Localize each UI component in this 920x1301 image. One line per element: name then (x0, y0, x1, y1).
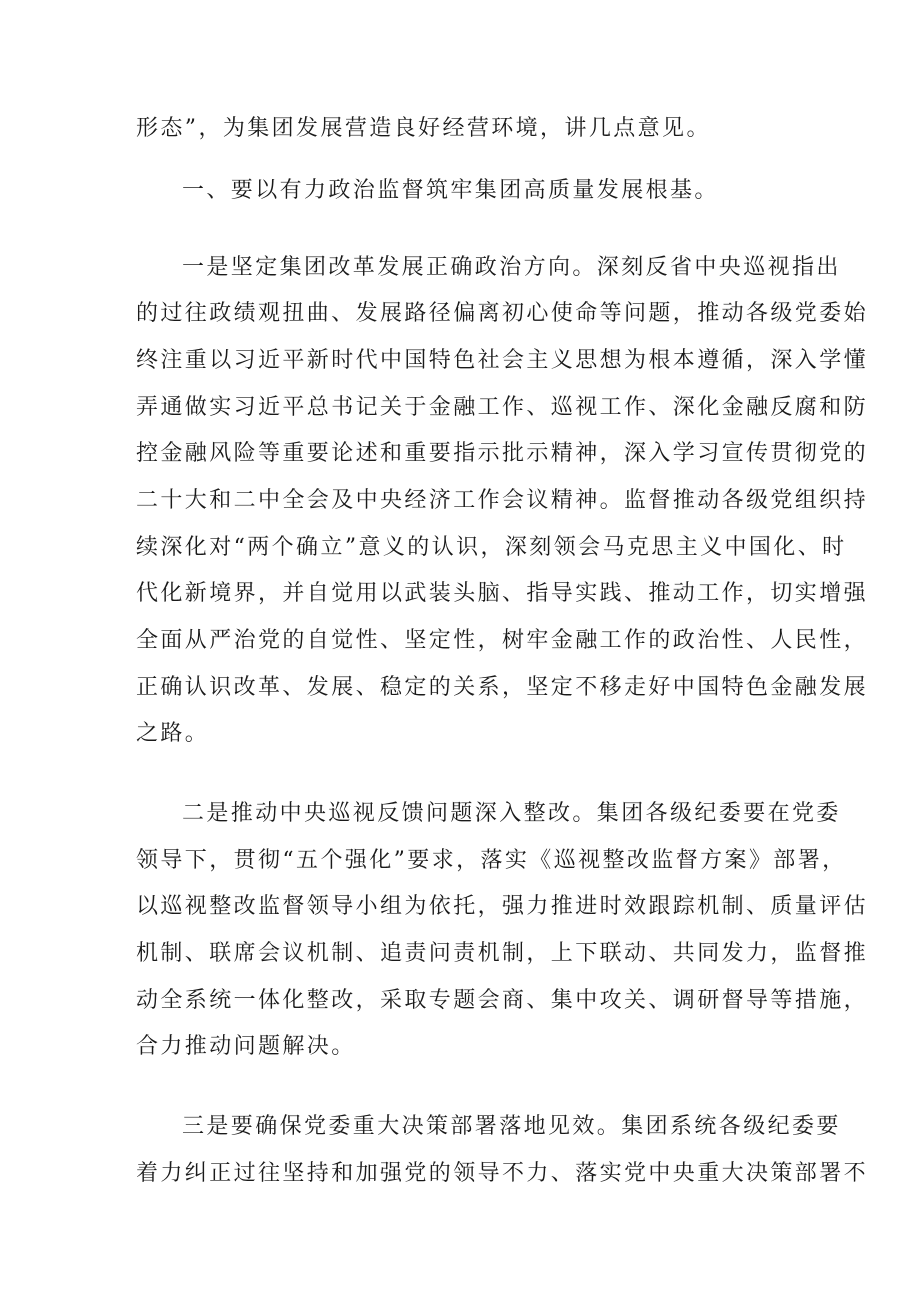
paragraph-2-line-5: 动全系统一体化整改，采取专题会商、集中攻关、调研督导等措施， (136, 988, 869, 1013)
paragraph-1-line-7: 续深化对“两个确立”意义的认识，深刻领会马克思主义中国化、时 (136, 535, 847, 560)
paragraph-1-line-9: 全面从严治党的自觉性、坚定性，树牢金融工作的政治性、人民性， (136, 628, 869, 653)
paragraph-2-line-3: 以巡视整改监督领导小组为依托，强力推进时效跟踪机制、质量评估 (136, 894, 869, 919)
paragraph-3-line-1: 三是要确保党委重大决策部署落地见效。集团系统各级纪委要 (182, 1114, 841, 1139)
paragraph-1-line-1: 一是坚定集团改革发展正确政治方向。深刻反省中央巡视指出 (182, 255, 841, 280)
paragraph-1-line-5: 控金融风险等重要论述和重要指示批示精神，深入学习宣传贯彻党的 (136, 441, 869, 466)
paragraph-1-line-11: 之路。 (136, 721, 210, 746)
paragraph-continuation-line: 形态”，为集团发展营造良好经营环境，讲几点意见。 (136, 116, 711, 141)
paragraph-1-line-3: 终注重以习近平新时代中国特色社会主义思想为根本遵循，深入学懂 (136, 348, 869, 373)
section-heading: 一、要以有力政治监督筑牢集团高质量发展根基。 (182, 178, 719, 203)
paragraph-1-line-10: 正确认识改革、发展、稳定的关系，坚定不移走好中国特色金融发展 (136, 675, 869, 700)
paragraph-1-line-2: 的过往政绩观扭曲、发展路径偏离初心使命等问题，推动各级党委始 (136, 301, 869, 326)
paragraph-2-line-1: 二是推动中央巡视反馈问题深入整改。集团各级纪委要在党委 (182, 801, 841, 826)
paragraph-2-line-6: 合力推动问题解决。 (136, 1034, 356, 1059)
paragraph-1-line-4: 弄通做实习近平总书记关于金融工作、巡视工作、深化金融反腐和防 (136, 395, 869, 420)
paragraph-1-line-6: 二十大和二中全会及中央经济工作会议精神。监督推动各级党组织持 (136, 488, 869, 513)
paragraph-2-line-2: 领导下，贯彻“五个强化”要求，落实《巡视整改监督方案》部署， (136, 848, 847, 873)
paragraph-3-line-2: 着力纠正过往坚持和加强党的领导不力、落实党中央重大决策部署不 (136, 1161, 869, 1186)
paragraph-1-line-8: 代化新境界，并自觉用以武装头脑、指导实践、推动工作，切实增强 (136, 581, 869, 606)
paragraph-2-line-4: 机制、联席会议机制、追责问责机制，上下联动、共同发力，监督推 (136, 941, 869, 966)
